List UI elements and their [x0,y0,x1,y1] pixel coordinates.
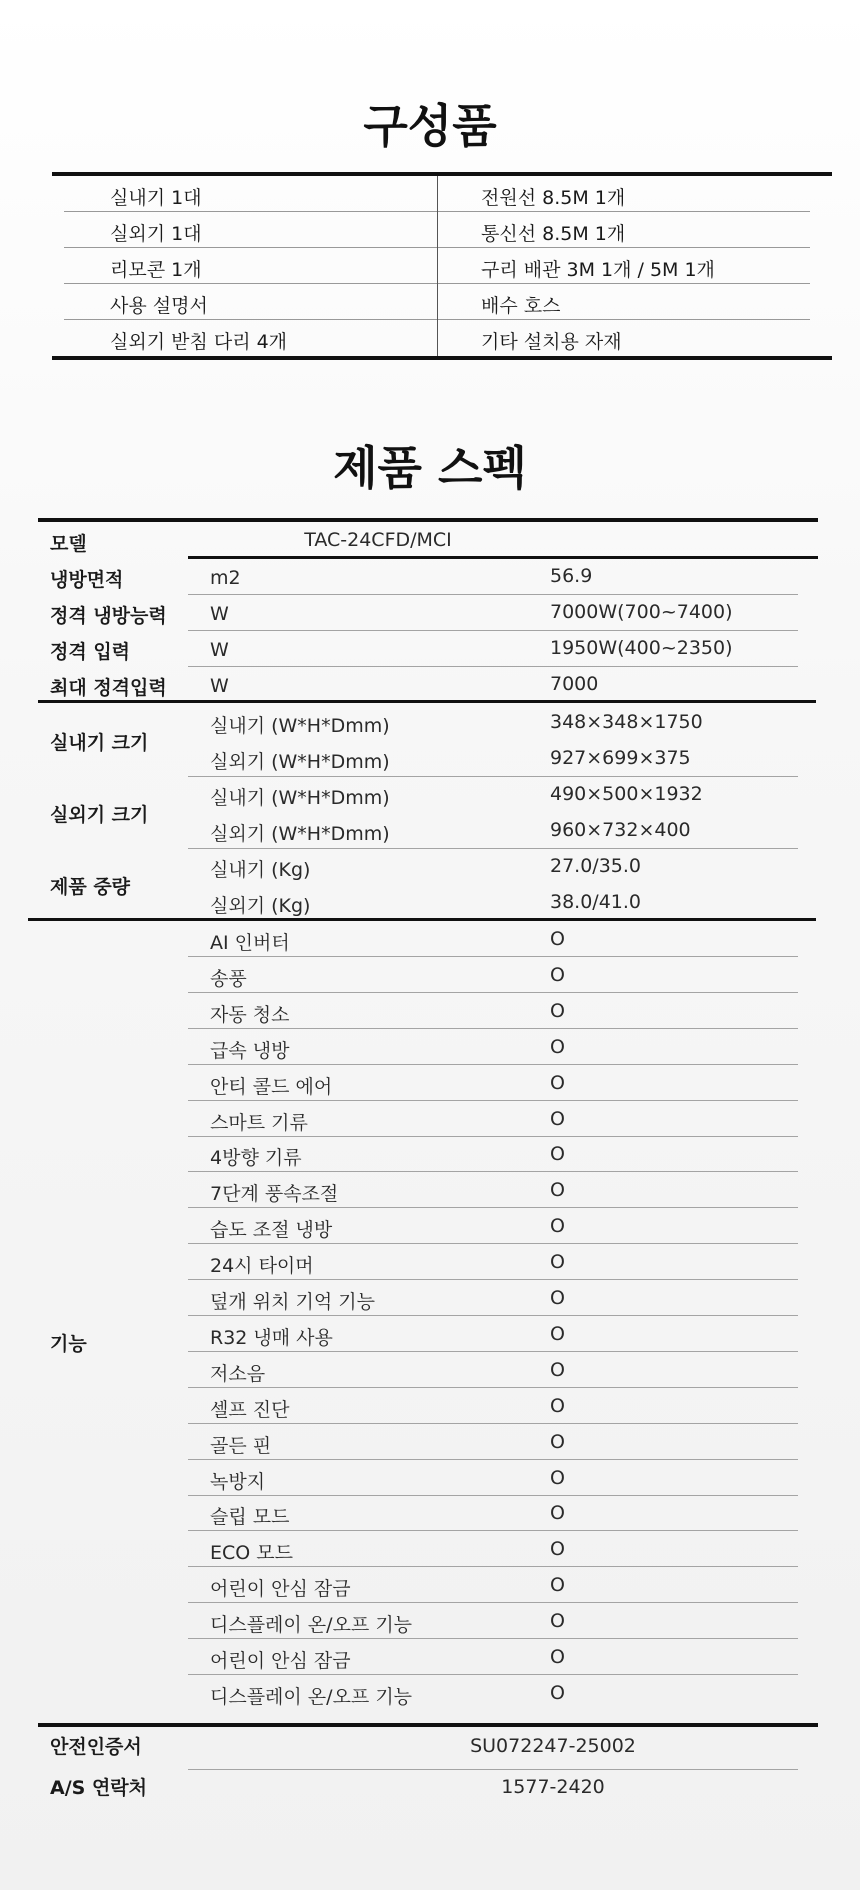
component-item: 기타 설치용 자재 [481,331,622,353]
spec-label: 정격 입력 [50,641,131,663]
feature-name: 4방향 기류 [210,1147,302,1170]
feature-divider [188,1566,798,1567]
certificate-value: SU072247-25002 [470,1735,636,1757]
feature-value: O [550,1646,565,1668]
spec-value: 27.0/35.0 [550,855,642,877]
spec-label: 정격 냉방능력 [50,605,167,627]
feature-value: O [550,1394,565,1417]
feature-value: O [550,999,565,1022]
feature-name: 디스플레이 온/오프 기능 [210,1614,413,1637]
feature-value: O [550,1287,565,1309]
feature-divider [188,1100,798,1101]
feature-value: O [550,1358,565,1381]
feature-divider [188,1638,798,1639]
feature-value: O [550,928,565,950]
features-label: 기능 [50,1333,87,1355]
component-item: 전원선 8.5M 1개 [481,187,626,209]
feature-name: 24시 타이머 [210,1255,314,1278]
feature-name: 자동 청소 [210,1003,290,1026]
spec-unit: W [210,675,229,697]
feature-value: O [550,1107,565,1130]
feature-value: O [550,963,565,986]
component-item: 구리 배관 3M 1개 / 5M 1개 [481,259,715,281]
spec-sub: 실내기 (Kg) [210,859,311,881]
feature-value: O [550,1538,565,1561]
components-row [52,212,832,248]
feature-divider [188,1351,798,1352]
spec-group-label: 제품 중량 [50,876,131,898]
feature-value: O [550,1251,565,1274]
feature-divider [188,1602,798,1603]
feature-value: O [550,1179,565,1202]
feature-name: 디스플레이 온/오프 기능 [210,1685,413,1708]
component-item: 리모콘 1개 [110,259,202,281]
spec-table [38,518,818,1810]
feature-divider [188,1459,798,1460]
feature-name: 녹방지 [210,1470,266,1493]
spec-title: 제품 스펙 [333,441,527,495]
feature-divider [188,1495,798,1496]
components-row [52,176,832,212]
feature-value: O [550,1143,565,1166]
spec-label: 냉방면적 [50,569,124,591]
feature-value: O [550,1035,565,1058]
spec-sub: 실내기 (W*H*Dmm) [210,787,390,809]
as-contact-value: 1577-2420 [501,1776,605,1798]
feature-value: O [550,1071,565,1094]
feature-value: O [550,1215,565,1238]
as-contact-label: A/S 연락처 [50,1777,148,1799]
spec-unit: m2 [210,567,241,589]
spec-group-label: 실외기 크기 [50,804,149,826]
feature-divider [188,1243,798,1244]
feature-name: 어린이 안심 잠금 [210,1578,351,1601]
feature-name: 셀프 진단 [210,1398,290,1421]
feature-divider [188,1171,798,1172]
components-table [52,172,832,360]
component-item: 실외기 받침 다리 4개 [110,331,288,353]
feature-divider [188,1279,798,1280]
feature-divider [188,1207,798,1208]
feature-name: 골든 핀 [210,1434,272,1457]
feature-value: O [550,1322,565,1345]
component-item: 실내기 1대 [110,187,202,209]
feature-name: 안티 콜드 에어 [210,1075,333,1098]
spec-unit: W [210,639,229,661]
spec-value: 1950W(400~2350) [550,637,733,659]
feature-value: O [550,1681,565,1704]
feature-divider [188,1315,798,1316]
feature-divider [188,992,798,993]
feature-divider [188,1064,798,1065]
components-row [52,320,832,356]
feature-value: O [550,1574,565,1597]
spec-sub: 실외기 (W*H*Dmm) [210,751,390,773]
components-title: 구성품 [363,99,497,153]
components-row [52,248,832,284]
feature-name: 습도 조절 냉방 [210,1219,333,1242]
component-item: 통신선 8.5M 1개 [481,223,626,245]
components-row [52,284,832,320]
spec-sub: 실외기 (W*H*Dmm) [210,823,390,845]
spec-value: 927×699×375 [550,747,691,769]
feature-divider [188,1674,798,1675]
feature-divider [188,1136,798,1137]
feature-value: O [550,1466,565,1489]
feature-name: 스마트 기류 [210,1111,308,1134]
spec-sub: 실외기 (Kg) [210,895,311,917]
spec-value: 490×500×1932 [550,783,703,805]
spec-unit: W [210,603,229,625]
feature-name: 어린이 안심 잠금 [210,1650,351,1672]
feature-value: O [550,1502,565,1525]
feature-value: O [550,1610,565,1633]
model-label: 모델 [50,533,87,555]
certificate-label: 안전인증서 [50,1736,142,1758]
feature-name: 급속 냉방 [210,1039,290,1062]
feature-name: AI 인버터 [210,932,290,954]
feature-value: O [550,1430,565,1453]
spec-value: 56.9 [550,565,593,587]
spec-group-label: 실내기 크기 [50,732,149,754]
feature-name: ECO 모드 [210,1542,293,1565]
feature-name: 7단계 풍속조절 [210,1183,339,1206]
feature-divider [188,956,798,957]
feature-divider [188,1028,798,1029]
component-item: 사용 설명서 [110,295,208,317]
feature-name: R32 냉매 사용 [210,1326,333,1349]
spec-value: 348×348×1750 [550,711,703,733]
feature-divider [188,1387,798,1388]
model-value: TAC-24CFD/MCI [304,529,452,551]
feature-name: 슬립 모드 [210,1506,290,1529]
component-item: 실외기 1대 [110,223,202,245]
feature-name: 저소음 [210,1362,266,1385]
spec-label: 최대 정격입력 [50,677,167,699]
feature-name: 송풍 [210,967,247,990]
feature-divider [188,1423,798,1424]
spec-value: 960×732×400 [550,819,691,841]
feature-divider [188,1530,798,1531]
spec-value: 7000W(700~7400) [550,601,733,623]
spec-value: 38.0/41.0 [550,891,642,913]
spec-value: 7000 [550,673,599,695]
component-item: 배수 호스 [481,295,561,317]
spec-sub: 실내기 (W*H*Dmm) [210,715,390,737]
feature-name: 덮개 위치 기억 기능 [210,1291,375,1313]
